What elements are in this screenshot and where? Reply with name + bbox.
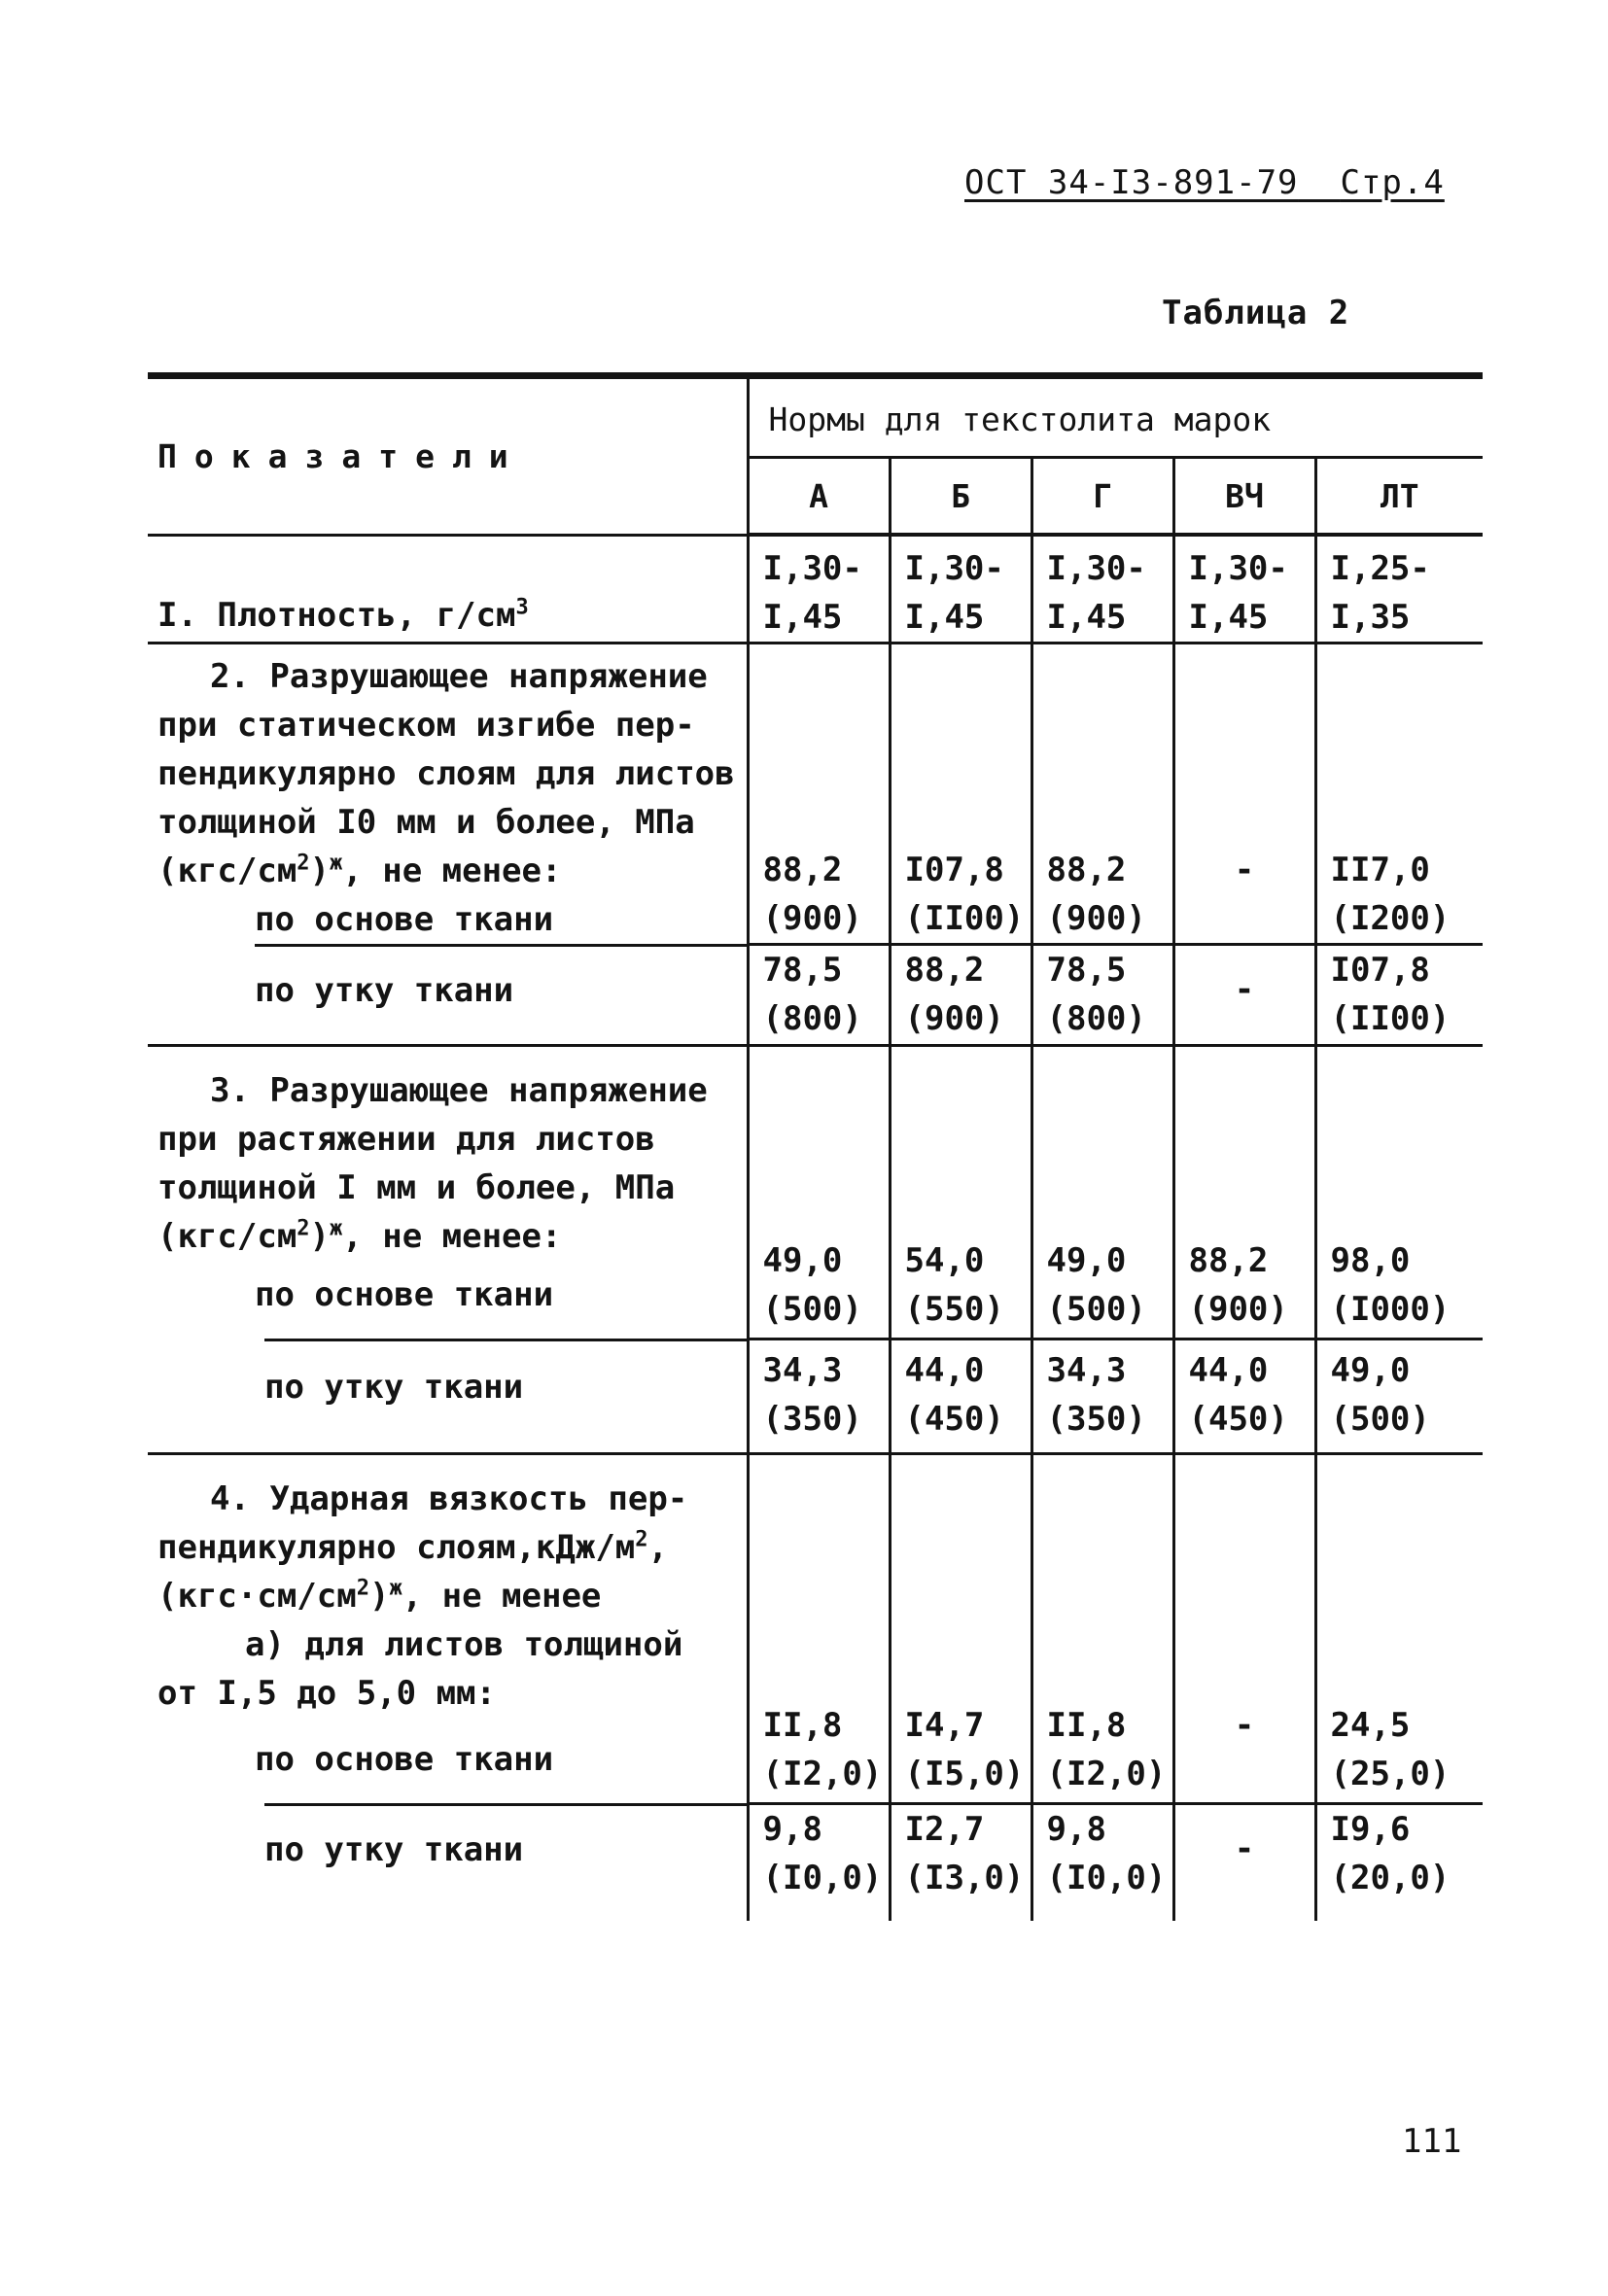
sub-tension-warp: по основе ткани [255, 1275, 554, 1314]
sub-impact-warp: по основе ткани [255, 1740, 554, 1779]
sub-bending-weft: по утку ткани [255, 944, 747, 1044]
value-impact-weft-g: 9,8 (I0,0) [1031, 1803, 1173, 1921]
value-density-b: I,30- I,45 [890, 535, 1031, 644]
column-header-norms-group: Нормы для текстолита марок [748, 376, 1483, 458]
doc-reference: ОСТ 34-I3-891-79 [964, 163, 1299, 202]
table-row-bending-heading [148, 644, 1483, 945]
value-bending-weft-lt: I07,8 (II00) [1315, 944, 1483, 1046]
value-tension-weft-a: 34,3 (350) [748, 1339, 890, 1454]
column-header-mark-a: А [748, 458, 890, 536]
value-tension-warp-a: 49,0 (500) [748, 1046, 890, 1339]
value-bending-warp-b: I07,8 (II00) [890, 644, 1031, 945]
table-row-tension-weft [148, 1339, 1483, 1454]
value-impact-warp-lt: 24,5 (25,0) [1315, 1454, 1483, 1804]
value-impact-weft-a: 9,8 (I0,0) [748, 1803, 890, 1921]
column-header-mark-b: Б [890, 458, 1031, 536]
table-caption: Таблица 2 [1162, 294, 1350, 332]
column-header-parameters: Показатели [148, 376, 748, 536]
param-impact-weft-cell [148, 1803, 748, 1921]
value-bending-warp-a: 88,2 (900) [748, 644, 890, 945]
param-impact: 4. Ударная вязкость пер- пендикулярно $слоям,кДж/м^2$, $(кгс\cdot см/см^2)^ж$, не менее а) для листов толщиной от I,5 до 5,0 мм: по основе ткани [148, 1454, 748, 1804]
value-tension-warp-g: 49,0 (500) [1031, 1046, 1173, 1339]
value-impact-warp-vch: - [1173, 1454, 1315, 1804]
table-row-impact-heading [148, 1454, 1483, 1804]
value-impact-warp-a: II,8 (I2,0) [748, 1454, 890, 1804]
table-row-tension-heading [148, 1046, 1483, 1339]
value-density-lt: I,25- I,35 [1315, 535, 1483, 644]
param-tension-weft-cell [148, 1339, 748, 1454]
table-row-impact-weft [148, 1803, 1483, 1921]
document-header [964, 163, 1445, 202]
norms-table-container [148, 372, 1483, 1921]
value-impact-warp-b: I4,7 (I5,0) [890, 1454, 1031, 1804]
value-tension-weft-g: 34,3 (350) [1031, 1339, 1173, 1454]
page-label: Стр.4 [1340, 163, 1445, 202]
value-impact-weft-b: I2,7 (I3,0) [890, 1803, 1031, 1921]
column-header-mark-lt: ЛТ [1315, 458, 1483, 536]
table-row-bending-weft [148, 944, 1483, 1046]
value-bending-weft-a: 78,5 (800) [748, 944, 890, 1046]
value-bending-weft-b: 88,2 (900) [890, 944, 1031, 1046]
param-bending: 2. Разрушающее напряжение при статическом изгибе пер- пендикулярно слоям для листов толщиной I0 мм и более, МПа $(кгс/см^2)^ж$, не менее: по основе ткани [148, 644, 748, 945]
value-bending-warp-lt: II7,0 (I200) [1315, 644, 1483, 945]
value-tension-weft-lt: 49,0 (500) [1315, 1339, 1483, 1454]
value-impact-weft-vch: - [1173, 1803, 1315, 1921]
param-tension: 3. Разрушающее напряжение при растяжении для листов толщиной I мм и более, МПа $(кгс/см^2)^ж$, не менее: по основе ткани [148, 1046, 748, 1339]
value-density-g: I,30- I,45 [1031, 535, 1173, 644]
param-density: I. Плотность, $г/см^3$ [148, 535, 748, 644]
sub-tension-weft: по утку ткани [264, 1339, 747, 1452]
value-tension-weft-vch: 44,0 (450) [1173, 1339, 1315, 1454]
sub-impact-weft: по утку ткани [264, 1803, 747, 1921]
value-tension-warp-vch: 88,2 (900) [1173, 1046, 1315, 1339]
value-impact-weft-lt: I9,6 (20,0) [1315, 1803, 1483, 1921]
column-header-mark-vch: ВЧ [1173, 458, 1315, 536]
value-bending-weft-g: 78,5 (800) [1031, 944, 1173, 1046]
param-bending-weft-cell [148, 944, 748, 1046]
table-row-density [148, 535, 1483, 644]
value-bending-warp-vch: - [1173, 644, 1315, 945]
value-density-a: I,30- I,45 [748, 535, 890, 644]
page-number: 111 [1402, 2122, 1462, 2161]
value-density-vch: I,30- I,45 [1173, 535, 1315, 644]
value-bending-warp-g: 88,2 (900) [1031, 644, 1173, 945]
value-tension-warp-b: 54,0 (550) [890, 1046, 1031, 1339]
value-tension-warp-lt: 98,0 (I000) [1315, 1046, 1483, 1339]
sub-bending-warp: по основе ткани [255, 900, 554, 939]
norms-table [148, 372, 1483, 1921]
value-bending-weft-vch: - [1173, 944, 1315, 1046]
column-header-mark-g: Г [1031, 458, 1173, 536]
value-tension-weft-b: 44,0 (450) [890, 1339, 1031, 1454]
value-impact-warp-g: II,8 (I2,0) [1031, 1454, 1173, 1804]
